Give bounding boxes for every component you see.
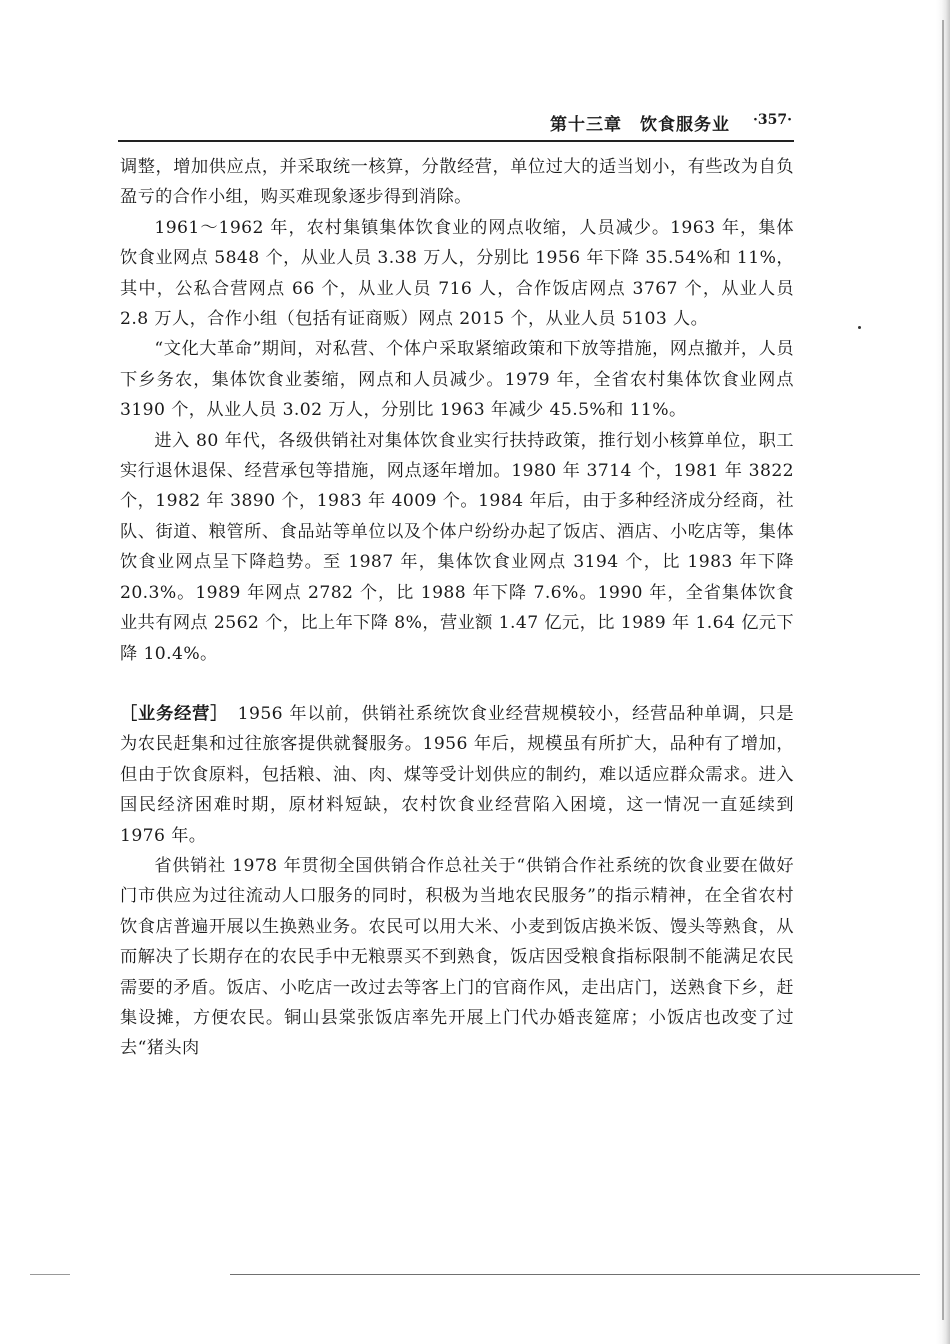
paragraph-continuation: 调整，增加供应点，并采取统一核算，分散经营，单位过大的适当划小，有些改为自负盈亏的合作小组，购买难现象逐步得到消除。 <box>120 157 794 208</box>
paragraph-1978-policy: 省供销社 1978 年贯彻全国供销合作总社关于“供销合作社系统的饮食业要在做好门市供应为过往流动人口服务的同时，积极为当地农民服务”的指示精神，在全省农村饮食店普遍开展以生换熟业务。农民可以用大米、小麦到饭店换米饭、馒头等熟食，从而解决了长期存在的农民手中无粮票买不到熟食，饭店因受粮食指标限制不能满足农民需要的矛盾。饭店、小吃店一改过去等客上门的官商作风，走出店门，送熟食下乡，赶集设摊，方便农民。铜山县棠张饭店率先开展上门代办婚丧筵席；小饭店也改变了过去“猪头肉 <box>120 855 794 1059</box>
scan-binding-line <box>942 20 944 1320</box>
section-text: 1956 年以前，供销社系统饮食业经营规模较小，经营品种单调，只是为农民赶集和过往旅客提供就餐服务。1956 年后，规模虽有所扩大，品种有了增加，但由于饮食原料，包括粮、油、肉、煤等受计划供应的制约，难以适应群众需求。进入国民经济困难时期，原材料短缺，农村饮食业经营陷入困境，这一情况一直延续到 1976 年。 <box>120 703 794 846</box>
scan-speck <box>858 326 861 329</box>
page-body <box>120 152 794 1064</box>
footer-rule <box>230 1274 920 1275</box>
section-heading: ［业务经营］ <box>120 703 220 724</box>
chapter-title: 第十三章 饮食服务业 <box>550 115 730 135</box>
footer-mark <box>30 1274 70 1275</box>
page-number: ·357· <box>753 112 792 128</box>
paragraph-1961-1963: 1961～1962 年，农村集镇集体饮食业的网点收缩，人员减少。1963 年，集体饮食业网点 5848 个，从业人员 3.38 万人，分别比 1956 年下降 35.54%和 11%，其中，公私合营网点 66 个，从业人员 716 人，合作饭店网点 3767 个，从业人员 2.8 万人，合作小组（包括有证商贩）网点 2015 个，从业人员 5103 人。 <box>120 217 794 330</box>
running-header <box>118 106 794 142</box>
section-business-operations <box>120 699 794 851</box>
paragraph-cultural-revolution: “文化大革命”期间，对私营、个体户采取紧缩政策和下放等措施，网点撤并，人员下乡务农，集体饮食业萎缩，网点和人员减少。1979 年，全省农村集体饮食业网点 3190 个，从业人员 3.02 万人，分别比 1963 年减少 45.5%和 11%。 <box>120 339 794 421</box>
paragraph-1980s: 进入 80 年代，各级供销社对集体饮食业实行扶持政策，推行划小核算单位，职工实行退休退保、经营承包等措施，网点逐年增加。1980 年 3714 个，1981 年 3822 个，1982 年 3890 个，1983 年 4009 个。1984 年后，由于多种经济成分经商，社队、街道、粮管所、食品站等单位以及个体户纷纷办起了饭店、酒店、小吃店等，集体饮食业网点呈下降趋势。至 1987 年，集体饮食业网点 3194 个，比 1983 年下降 20.3%。1989 年网点 2782 个，比 1988 年下降 7.6%。1990 年，全省集体饮食业共有网点 2562 个，比上年下降 8%，营业额 1.47 亿元，比 1989 年 1.64 亿元下降 10.4%。 <box>120 430 794 664</box>
